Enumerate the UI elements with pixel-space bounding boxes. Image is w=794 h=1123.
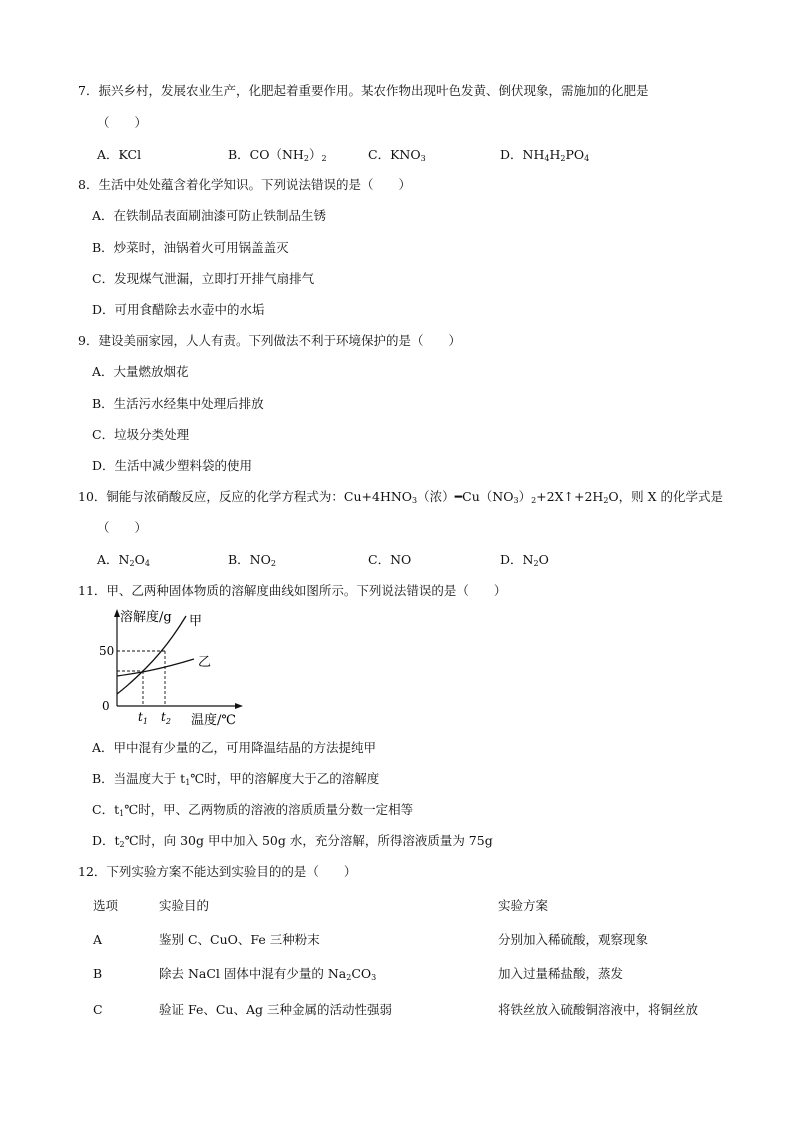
q8-option-c: C．发现煤气泄漏，立即打开排气扇排气 [92,271,315,286]
q10-option-d: D．$N_2O$ [500,552,549,568]
table-row-b-goal: 除去 NaCl 固体中混有少量的 $Na_2CO_3$ [159,966,377,982]
q11-stem: 11．甲、乙两种固体物质的溶解度曲线如图所示。下列说法错误的是（ ） [78,583,507,598]
x-axis-arrow [235,703,243,709]
q9-stem: 9．建设美丽家园，人人有责。下列做法不利于环境保护的是（ ） [78,333,461,348]
q7-option-d: D．$NH_4H_2PO_4$ [500,147,590,163]
y-axis-label: 溶解度/g [120,610,172,625]
q10-option-b: B．$NO_2$ [228,552,276,568]
q11-option-d: D．$t_2℃$时，向 30g 甲中加入 50g 水，充分溶解，所得溶液质量为 75g [92,833,493,849]
q8-stem: 8．生活中处处蕴含着化学知识。下列说法错误的是（ ） [78,177,411,192]
tick-t2: $t_2$ [161,710,171,726]
q11-option-c: C．$t_1℃$时，甲、乙两物质的溶液的溶质质量分数一定相等 [92,802,414,818]
q9-option-b: B．生活污水经集中处理后排放 [92,396,264,411]
q10-answer-paren: （ ） [97,520,148,535]
q7-option-c: C．$KNO_3$ [368,147,426,163]
tick-t1: $t_1$ [138,710,148,726]
solubility-curve-chart [98,608,248,733]
q8-option-b: B．炒菜时，油锅着火可用锅盖盖灭 [92,240,289,255]
table-row-a-goal: 鉴别 C、CuO、Fe 三种粉末 [159,932,320,947]
q10-option-c: C．NO [368,552,412,567]
q9-option-a: A．大量燃放烟花 [92,364,189,379]
q8-option-a: A．在铁制品表面刷油漆可防止铁制品生锈 [92,208,327,223]
q7-option-b: B．$CO(NH_2)_2$ [228,147,327,163]
q12-stem: 12．下列实验方案不能达到实验目的的是（ ） [78,864,357,879]
q9-option-d: D．生活中减少塑料袋的使用 [92,458,253,473]
q11-option-b: B．当温度大于 $t_1℃$时，甲的溶解度大于乙的溶解度 [92,771,380,787]
q7-stem: 7．振兴乡村，发展农业生产，化肥起着重要作用。某农作物出现叶色发黄、倒伏现象，需施加的化肥是 [78,83,649,98]
table-row-b-option: B [93,966,103,981]
origin-label: 0 [102,699,110,713]
table-row-c-plan: 将铁丝放入硫酸铜溶液中，将铜丝放 [498,1002,699,1017]
table-row-c-goal: 验证 Fe、Cu、Ag 三种金属的活动性强弱 [159,1002,392,1017]
q10-stem: 10．铜能与浓硝酸反应，反应的化学方程式为：$Cu+4HNO_3$（浓）$━Cu(NO_3)_2+2X↑+2H_2O$，则 X 的化学式是 [78,489,724,505]
curve-jia [117,616,186,694]
table-row-a-plan: 分别加入稀硫酸，观察现象 [498,932,649,947]
table-row-c-option: C [93,1002,103,1017]
series-yi-label: 乙 [198,655,212,670]
q8-option-d: D．可用食醋除去水壶中的水垢 [92,302,265,317]
curve-yi [117,659,194,676]
q9-option-c: C．垃圾分类处理 [92,427,190,442]
table-row-b-plan: 加入过量稀盐酸，蒸发 [498,966,624,981]
x-axis-label: 温度/℃ [191,713,236,728]
table-row-a-option: A [93,932,103,947]
q7-option-a: A．KCl [97,147,142,162]
table-header-option: 选项 [93,898,119,913]
q7-answer-paren: （ ） [97,115,148,130]
q10-option-a: A．$N_2O_4$ [97,552,150,568]
series-jia-label: 甲 [189,614,203,629]
q11-option-a: A．甲中混有少量的乙，可用降温结晶的方法提纯甲 [92,740,377,755]
table-header-plan: 实验方案 [498,898,549,913]
table-header-goal: 实验目的 [159,898,210,913]
y-tick-50: 50 [99,644,115,658]
